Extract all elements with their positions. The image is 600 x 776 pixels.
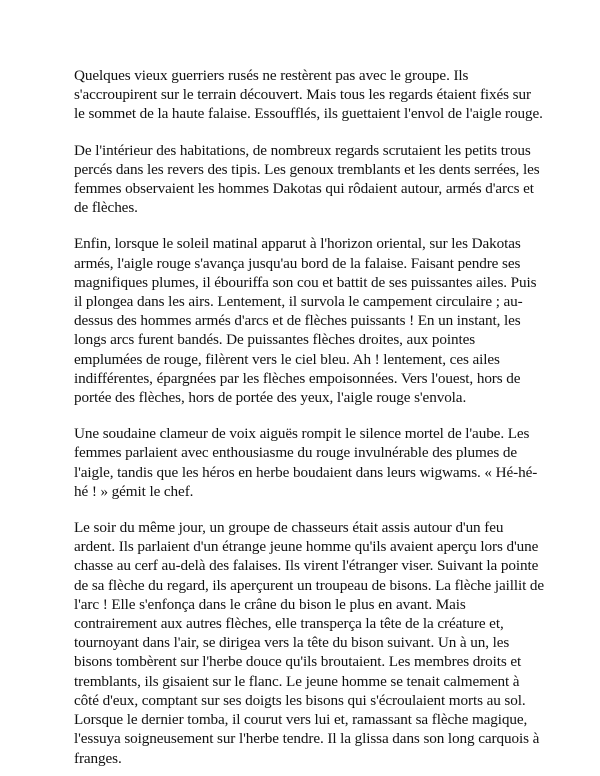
paragraph-1: Quelques vieux guerriers rusés ne restèrent pas avec le groupe. Ils s'accroupirent sur le terrain découvert. Mais tous les regards étaient fixés sur le sommet de la haute falaise. Essoufflés, ils guettaient l'envol de l'aigle rouge. bbox=[74, 67, 543, 123]
paragraph-5: Le soir du même jour, un groupe de chasseurs était assis autour d'un feu ardent. Ils parlaient d'un étrange jeune homme qu'ils avaient aperçu lors d'une chasse au cerf au-delà des falaises. Ils virent l'étranger viser. Suivant la pointe de sa flèche du regard, ils aperçurent un troupeau de bisons. La flèche jaillit de l'arc ! Elle s'enfonça dans le crâne du bison le plus en avant. Mais contrairement aux autres flèches, elle transperça la tête de la créature et, tournoyant dans l'air, se dirigea vers la tête du bison suivant. Un à un, les bisons tombèrent sur l'herbe douce qu'ils broutaient. Les membres droits et tremblants, ils gisaient sur le flanc. Le jeune homme se tenait calmement à côté d'eux, comptant sur ses doigts les bisons qui s'écroulaient morts au sol. Lorsque le dernier tomba, il courut vers lui et, ramassant sa flèche magique, l'essuya soigneusement sur l'herbe tendre. Il la glissa dans son long carquois à franges. bbox=[74, 519, 545, 767]
paragraph-2: De l'intérieur des habitations, de nombreux regards scrutaient les petits trous percés dans les revers des tipis. Les genoux tremblants et les dents serrées, les femmes observaient les hommes Dakotas qui rôdaient autour, armés d'arcs et de flèches. bbox=[74, 141, 540, 217]
document-page bbox=[74, 66, 544, 768]
paragraph-4: Une soudaine clameur de voix aiguës rompit le silence mortel de l'aube. Les femmes parlaient avec enthousiasme du rouge invulnérable des plumes de l'aigle, tandis que les héros en herbe boudaient dans leurs wigwams. « Hé-hé-hé ! » gémit le chef. bbox=[74, 425, 538, 500]
paragraph-3: Enfin, lorsque le soleil matinal apparut à l'horizon oriental, sur les Dakotas armés, l'aigle rouge s'avança jusqu'au bord de la falaise. Faisant pendre ses magnifiques plumes, il ébouriffa son cou et battit de ses puissantes ailes. Puis il plongea dans les airs. Lentement, il survola le campement circulaire ; au-dessus des hommes armés d'arcs et de flèches puissants ! En un instant, les longs arcs furent bandés. De puissantes flèches droites, aux pointes emplumées de rouge, filèrent vers le ciel bleu. Ah ! lentement, ces ailes indifférentes, épargnées par les flèches empoisonnées. Vers l'ouest, hors de portée des flèches, hors de portée des yeux, l'aigle rouge s'envola. bbox=[74, 235, 537, 407]
